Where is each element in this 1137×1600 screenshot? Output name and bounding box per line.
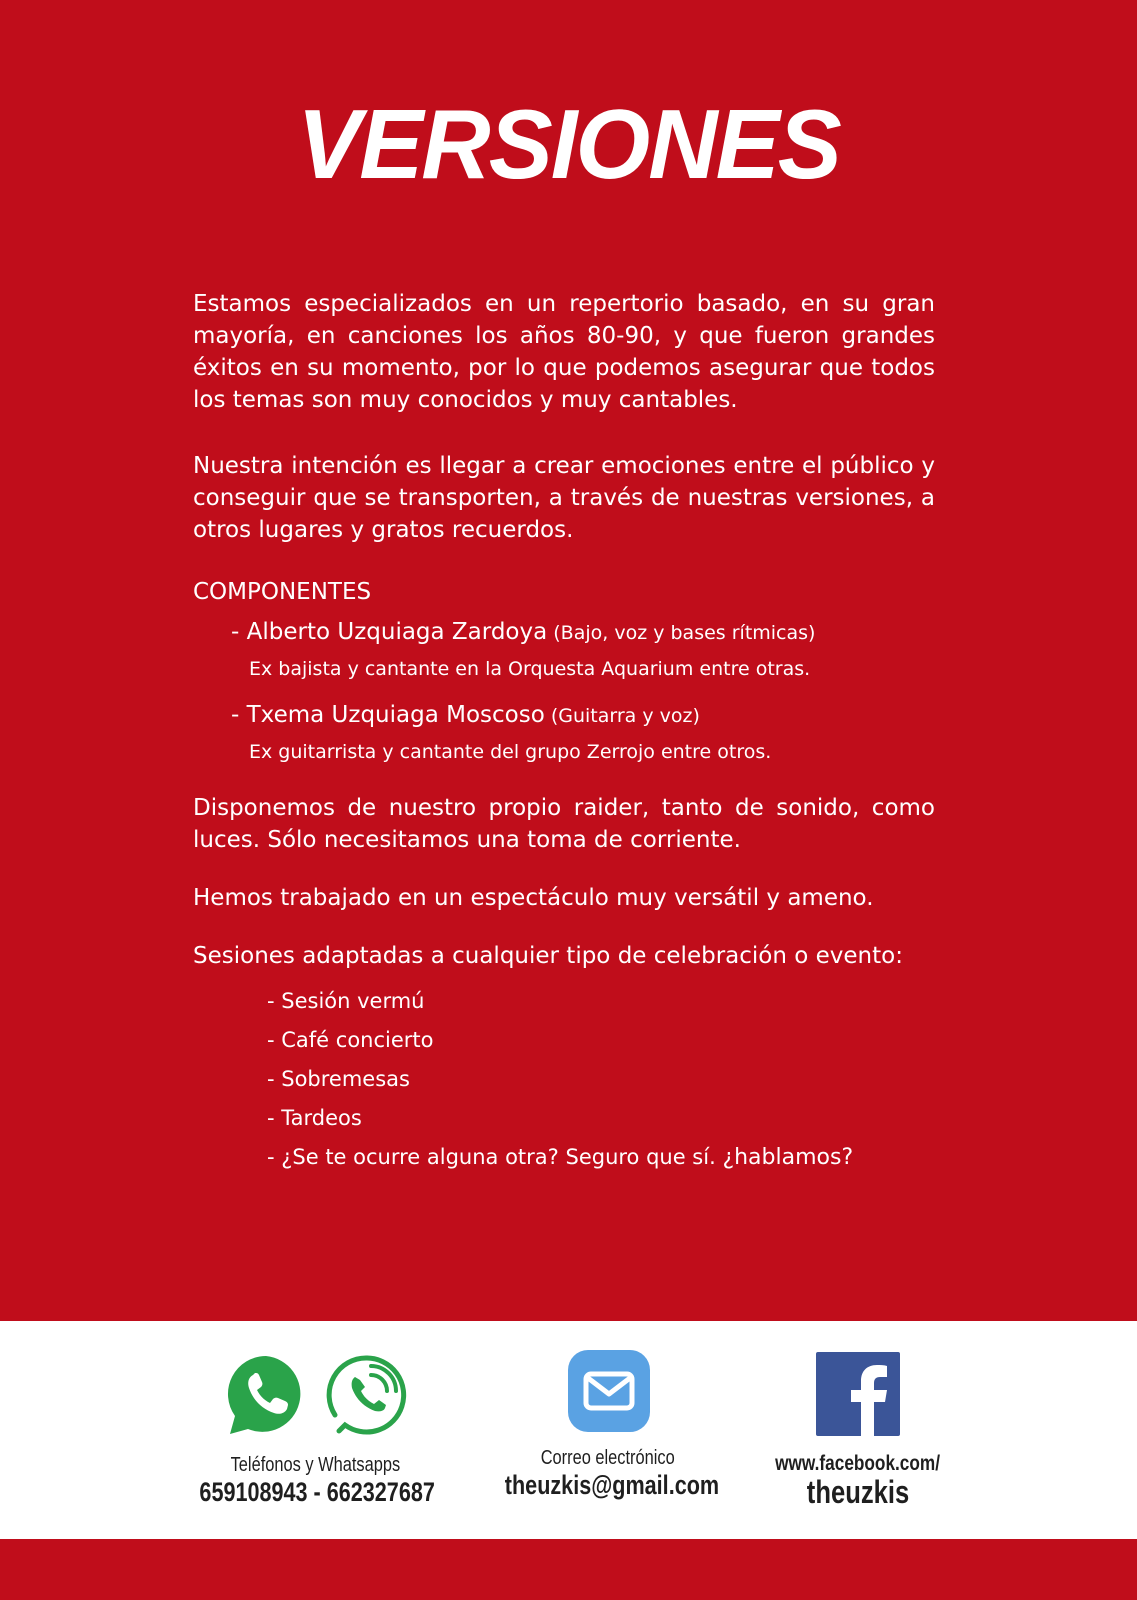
phone-label: Teléfonos y Whatsapps (230, 1454, 400, 1476)
email-icon[interactable] (567, 1349, 651, 1433)
list-item: - Tardeos (267, 1106, 362, 1130)
intention-paragraph: Nuestra intención es llegar a crear emociones entre el público y conseguir que se transporten, a través de nuestras versiones, a otros lugares y gratos recuerdos. (193, 453, 935, 543)
email-value[interactable]: theuzkis@gmail.com (504, 1470, 720, 1500)
list-item: - Sobremesas (267, 1067, 410, 1091)
session-highlight: ¿hablamos? (722, 1145, 854, 1170)
contact-footer (0, 1321, 1137, 1539)
list-item: - Sesión vermú (267, 989, 425, 1013)
components-heading: COMPONENTES (193, 579, 372, 605)
email-label: Correo electrónico (540, 1447, 675, 1469)
member-description: Ex guitarrista y cantante del grupo Zerrojo entre otros. (249, 741, 772, 763)
main-content (193, 288, 935, 1177)
facebook-label[interactable]: www.facebook.com/ (775, 1452, 941, 1475)
member-item (231, 616, 935, 685)
phone-value[interactable]: 659108943 - 662327687 (199, 1477, 435, 1507)
member-prefix: - (231, 702, 247, 728)
sessions-list (267, 982, 935, 1177)
phone-block (170, 1454, 460, 1508)
email-block (478, 1447, 738, 1501)
show-paragraph: Hemos trabajado en un espectáculo muy versátil y ameno. (193, 885, 874, 911)
intro-paragraph: Estamos especializados en un repertorio basado, en su gran mayoría, en canciones los años 80-90, y que fueron grandes éxitos en su momento, por lo que podemos asegurar que todos los temas son muy conocidos y muy cantables. (193, 291, 935, 413)
facebook-value[interactable]: theuzkis (806, 1474, 910, 1510)
list-item: - Café concierto (267, 1028, 434, 1052)
member-name: Txema Uzquiaga Moscoso (246, 702, 545, 728)
member-name: Alberto Uzquiaga Zardoya (246, 619, 548, 645)
facebook-icon[interactable] (816, 1352, 900, 1436)
session-text: - ¿Se te ocurre alguna otra? Seguro que sí. (267, 1145, 723, 1169)
facebook-block (748, 1452, 968, 1511)
page-title: VERSIONES (297, 89, 840, 199)
member-description: Ex bajista y cantante en la Orquesta Aquarium entre otras. (249, 658, 811, 680)
member-item (231, 699, 935, 768)
list-item (267, 1138, 935, 1177)
sessions-heading: Sesiones adaptadas a cualquier tipo de celebración o evento: (193, 943, 903, 969)
member-prefix: - (231, 619, 247, 645)
rider-paragraph: Disponemos de nuestro propio raider, tanto de sonido, como luces. Sólo necesitamos una toma de corriente. (193, 795, 935, 853)
member-role: (Bajo, voz y bases rítmicas) (547, 622, 816, 644)
phone-icon[interactable] (325, 1353, 409, 1437)
whatsapp-icon[interactable] (224, 1353, 308, 1437)
member-role: (Guitarra y voz) (544, 705, 700, 727)
